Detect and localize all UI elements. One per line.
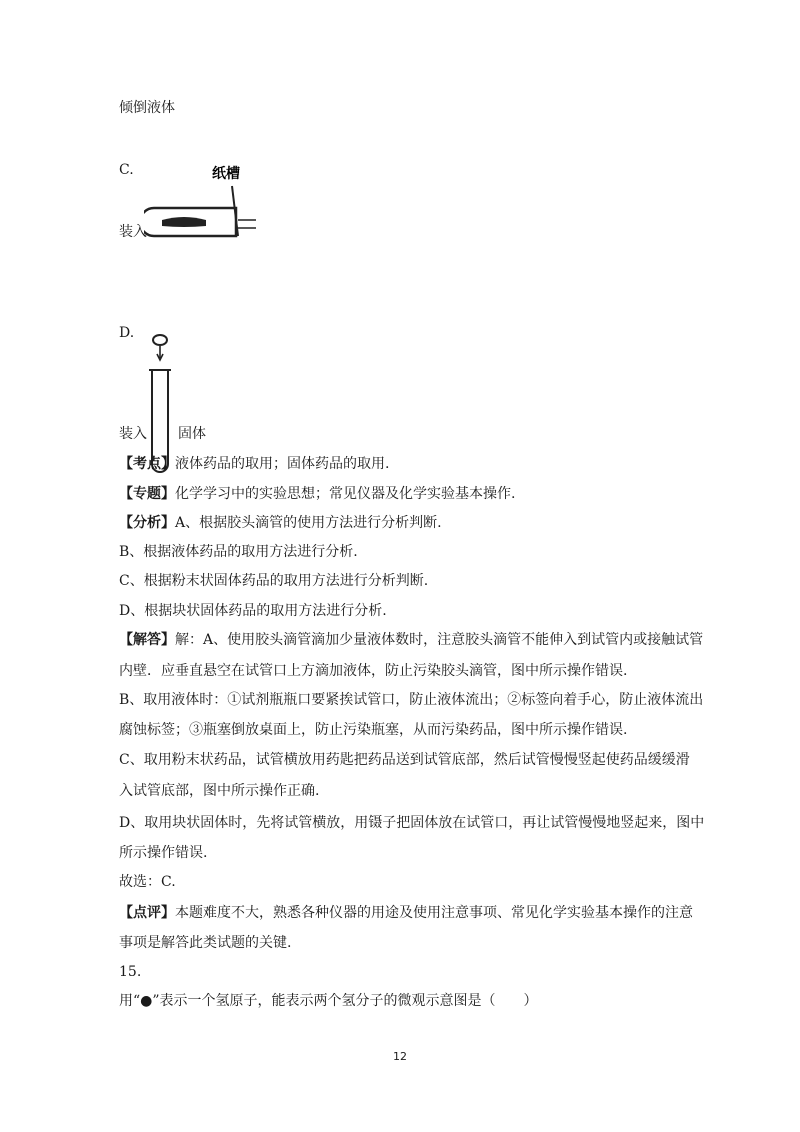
fenxi-line: [119, 513, 442, 533]
test-tube-paper-trough-figure: [144, 158, 260, 244]
jieda-a-text1: 解：A、使用胶头滴管滴加少量液体数时，注意胶头滴管不能伸入到试管内或接触试管: [175, 632, 704, 648]
jieda-d-line1: D、取用块状固体时，先将试管横放，用镊子把固体放在试管口，再让试管慢慢地竖起来，图中: [119, 815, 705, 831]
fenxi-tag: 【分析】: [119, 515, 175, 531]
intro-line: 倾倒液体: [119, 100, 175, 116]
figure-label-paper-trough: 纸槽: [212, 166, 240, 182]
dianping-line2: 事项是解答此类试题的关键.: [119, 935, 292, 951]
kaodian-tag: 【考点】: [119, 456, 175, 472]
answer-line: 故选：C.: [119, 874, 176, 890]
zhuanti-tag: 【专题】: [119, 486, 175, 502]
option-d-caption-start: 装入: [119, 426, 147, 442]
option-c-letter: C.: [119, 162, 134, 178]
dianping-line1: [119, 903, 693, 923]
question-15-text: 用“●”表示一个氢原子，能表示两个氢分子的微观示意图是（ ）: [119, 993, 538, 1009]
jieda-tag: 【解答】: [119, 632, 175, 648]
analysis-b: B、根据液体药品的取用方法进行分析.: [119, 544, 358, 560]
kaodian-line: [119, 454, 389, 474]
dianping-text1: 本题难度不大，熟悉各种仪器的用途及使用注意事项、常见化学实验基本操作的注意: [175, 905, 693, 921]
option-d-letter: D.: [119, 325, 135, 341]
question-15-number: 15.: [119, 964, 142, 980]
analysis-d: D、根据块状固体药品的取用方法进行分析.: [119, 603, 387, 619]
zhuanti-line: [119, 484, 515, 504]
page-number: 12: [393, 1050, 407, 1063]
dianping-tag: 【点评】: [119, 905, 175, 921]
zhuanti-text: 化学学习中的实验思想；常见仪器及化学实验基本操作.: [175, 486, 516, 502]
fenxi-text: A、根据胶头滴管的使用方法进行分析判断.: [175, 515, 442, 531]
jieda-a-line2: 内壁．应垂直悬空在试管口上方滴加液体，防止污染胶头滴管，图中所示操作错误.: [119, 663, 628, 679]
jieda-a-line1: [119, 630, 703, 650]
analysis-c: C、根据粉末状固体药品的取用方法进行分析判断.: [119, 573, 429, 589]
option-c-caption: 装入: [119, 224, 147, 240]
jieda-d-line2: 所示操作错误.: [119, 845, 208, 861]
jieda-b-line2: 腐蚀标签；③瓶塞倒放桌面上，防止污染瓶塞，从而污染药品，图中所示操作错误.: [119, 722, 628, 738]
jieda-c-line2: 入试管底部，图中所示操作正确.: [119, 783, 320, 799]
kaodian-text: 液体药品的取用；固体药品的取用.: [175, 456, 390, 472]
jieda-c-line1: C、取用粉末状药品，试管横放用药匙把药品送到试管底部，然后试管慢慢竖起使药品缓缓滑: [119, 752, 690, 768]
option-d-caption-end: 固体: [178, 426, 206, 442]
jieda-b-line1: B、取用液体时：①试剂瓶瓶口要紧挨试管口，防止液体流出；②标签向着手心，防止液体流出: [119, 692, 704, 708]
